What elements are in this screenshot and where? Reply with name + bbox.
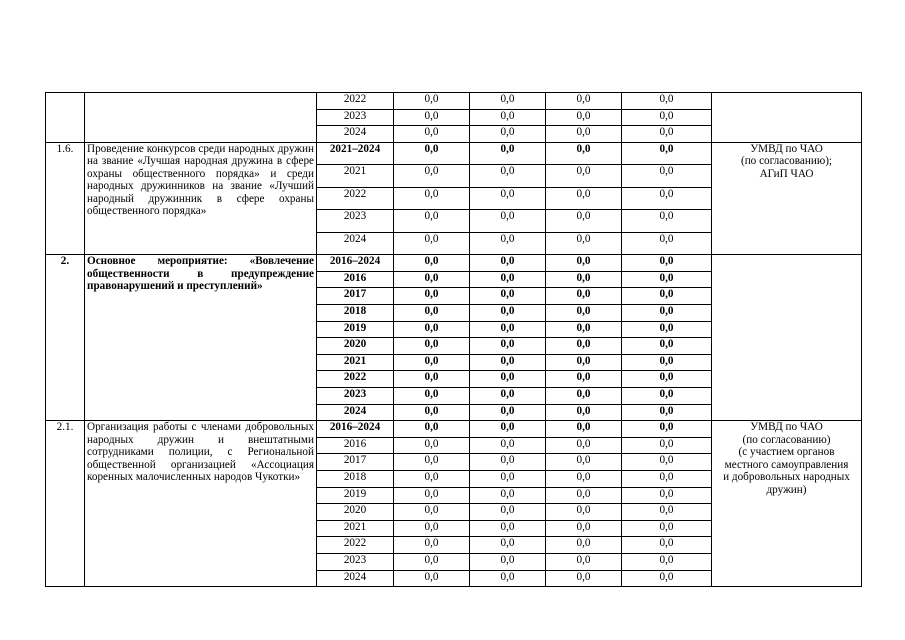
funding-value-cell: 0,0: [622, 504, 712, 521]
funding-value-cell: 0,0: [394, 338, 470, 355]
year-cell: 2024: [317, 232, 394, 255]
year-cell: 2018: [317, 305, 394, 322]
program-activities-table: [45, 92, 862, 587]
activity-name-cell: Проведение конкурсов среди народных дружин на звание «Лучшая народная дружина в сфере охраны общественного порядка» и среди народных дружинников на звание «Лучший народный дружинник в сфере охраны общественного порядка»: [85, 142, 317, 255]
funding-value-cell: 0,0: [622, 142, 712, 165]
funding-value-cell: 0,0: [470, 165, 546, 188]
funding-value-cell: 0,0: [622, 570, 712, 587]
responsible-line: дружин): [766, 483, 807, 496]
funding-value-cell: 0,0: [546, 553, 622, 570]
funding-value-cell: 0,0: [622, 371, 712, 388]
funding-value-cell: 0,0: [470, 142, 546, 165]
funding-value-cell: 0,0: [546, 504, 622, 521]
year-cell: 2021: [317, 354, 394, 371]
funding-value-cell: 0,0: [546, 109, 622, 126]
activity-name-cell: Основное мероприятие: «Вовлечение общественности в предупреждение правонарушений и преступлений»: [85, 255, 317, 421]
funding-value-cell: 0,0: [470, 388, 546, 405]
funding-value-cell: 0,0: [394, 93, 470, 110]
funding-value-cell: 0,0: [394, 271, 470, 288]
funding-value-cell: 0,0: [470, 354, 546, 371]
funding-value-cell: 0,0: [394, 142, 470, 165]
funding-value-cell: 0,0: [546, 487, 622, 504]
funding-value-cell: 0,0: [394, 471, 470, 488]
year-cell: 2022: [317, 93, 394, 110]
funding-value-cell: 0,0: [546, 232, 622, 255]
funding-value-cell: 0,0: [470, 487, 546, 504]
funding-value-cell: 0,0: [546, 142, 622, 165]
year-cell: 2021: [317, 520, 394, 537]
year-cell: 2021: [317, 165, 394, 188]
funding-value-cell: 0,0: [470, 404, 546, 421]
funding-value-cell: 0,0: [546, 210, 622, 233]
year-cell: 2016: [317, 271, 394, 288]
responsible-line: местного самоуправления: [724, 458, 849, 471]
responsible-line: и добровольных народных: [723, 471, 850, 484]
funding-value-cell: 0,0: [546, 537, 622, 554]
year-cell: 2018: [317, 471, 394, 488]
funding-value-cell: 0,0: [394, 520, 470, 537]
funding-value-cell: 0,0: [394, 305, 470, 322]
year-cell: 2024: [317, 404, 394, 421]
table-body: [46, 93, 862, 587]
funding-value-cell: 0,0: [394, 165, 470, 188]
year-cell: 2016–2024: [317, 255, 394, 272]
funding-value-cell: 0,0: [394, 504, 470, 521]
funding-value-cell: 0,0: [546, 305, 622, 322]
funding-value-cell: 0,0: [394, 421, 470, 438]
funding-value-cell: 0,0: [394, 354, 470, 371]
funding-value-cell: 0,0: [546, 187, 622, 210]
funding-value-cell: 0,0: [470, 520, 546, 537]
funding-value-cell: 0,0: [622, 437, 712, 454]
item-number-cell: 2.: [46, 255, 85, 421]
funding-value-cell: 0,0: [622, 553, 712, 570]
responsible-line: АГиП ЧАО: [759, 167, 814, 180]
funding-value-cell: 0,0: [394, 570, 470, 587]
year-cell: 2022: [317, 537, 394, 554]
funding-value-cell: 0,0: [622, 338, 712, 355]
funding-value-cell: 0,0: [470, 93, 546, 110]
activity-name-cell: Организация работы с членами добровольных народных дружин и внештатными сотрудниками полиции, с Региональной общественной организацией «Ассоциация коренных малочисленных народов Чукотки»: [85, 421, 317, 587]
funding-value-cell: 0,0: [470, 437, 546, 454]
responsible-executor-cell: [712, 421, 862, 587]
funding-value-cell: 0,0: [394, 126, 470, 143]
funding-value-cell: 0,0: [622, 471, 712, 488]
funding-value-cell: 0,0: [546, 520, 622, 537]
funding-value-cell: 0,0: [470, 371, 546, 388]
table-row: [46, 421, 862, 438]
funding-value-cell: 0,0: [470, 255, 546, 272]
funding-value-cell: 0,0: [546, 421, 622, 438]
funding-value-cell: 0,0: [546, 371, 622, 388]
funding-value-cell: 0,0: [622, 520, 712, 537]
funding-value-cell: 0,0: [394, 437, 470, 454]
year-cell: 2023: [317, 553, 394, 570]
funding-value-cell: 0,0: [622, 288, 712, 305]
responsible-line: (с участием органов: [738, 446, 835, 459]
funding-value-cell: 0,0: [394, 553, 470, 570]
funding-value-cell: 0,0: [546, 570, 622, 587]
responsible-executor-cell: [712, 93, 862, 143]
year-cell: 2019: [317, 321, 394, 338]
funding-value-cell: 0,0: [394, 454, 470, 471]
funding-value-cell: 0,0: [622, 187, 712, 210]
year-cell: 2023: [317, 388, 394, 405]
year-cell: 2017: [317, 454, 394, 471]
funding-value-cell: 0,0: [546, 255, 622, 272]
funding-value-cell: 0,0: [470, 338, 546, 355]
activity-name-cell: [85, 93, 317, 143]
funding-value-cell: 0,0: [470, 210, 546, 233]
year-cell: 2023: [317, 210, 394, 233]
funding-value-cell: 0,0: [470, 537, 546, 554]
funding-value-cell: 0,0: [622, 354, 712, 371]
funding-value-cell: 0,0: [622, 321, 712, 338]
table-row: [46, 93, 862, 110]
table-row: [46, 142, 862, 165]
year-cell: 2019: [317, 487, 394, 504]
funding-value-cell: 0,0: [622, 454, 712, 471]
year-cell: 2016–2024: [317, 421, 394, 438]
year-cell: 2023: [317, 109, 394, 126]
funding-value-cell: 0,0: [394, 109, 470, 126]
funding-value-cell: 0,0: [470, 504, 546, 521]
funding-value-cell: 0,0: [394, 210, 470, 233]
item-number-cell: [46, 93, 85, 143]
funding-value-cell: 0,0: [546, 93, 622, 110]
year-cell: 2020: [317, 504, 394, 521]
funding-value-cell: 0,0: [394, 232, 470, 255]
funding-value-cell: 0,0: [470, 271, 546, 288]
funding-value-cell: 0,0: [546, 354, 622, 371]
funding-value-cell: 0,0: [622, 126, 712, 143]
funding-value-cell: 0,0: [622, 404, 712, 421]
year-cell: 2024: [317, 126, 394, 143]
funding-value-cell: 0,0: [546, 321, 622, 338]
funding-value-cell: 0,0: [546, 165, 622, 188]
funding-value-cell: 0,0: [470, 454, 546, 471]
funding-value-cell: 0,0: [470, 570, 546, 587]
funding-value-cell: 0,0: [470, 471, 546, 488]
year-cell: 2022: [317, 187, 394, 210]
funding-value-cell: 0,0: [470, 232, 546, 255]
funding-value-cell: 0,0: [394, 371, 470, 388]
funding-value-cell: 0,0: [546, 388, 622, 405]
funding-value-cell: 0,0: [470, 109, 546, 126]
item-number-cell: 1.6.: [46, 142, 85, 255]
funding-value-cell: 0,0: [546, 288, 622, 305]
responsible-line: УМВД по ЧАО: [750, 142, 823, 155]
funding-value-cell: 0,0: [622, 305, 712, 322]
table-row: [46, 255, 862, 272]
funding-value-cell: 0,0: [622, 255, 712, 272]
funding-value-cell: 0,0: [394, 187, 470, 210]
responsible-line: (по согласованию);: [740, 155, 833, 168]
year-cell: 2020: [317, 338, 394, 355]
funding-value-cell: 0,0: [622, 210, 712, 233]
responsible-executor-cell: [712, 255, 862, 421]
funding-value-cell: 0,0: [394, 404, 470, 421]
funding-value-cell: 0,0: [622, 421, 712, 438]
responsible-line: (по согласованию): [742, 433, 831, 446]
funding-value-cell: 0,0: [470, 321, 546, 338]
year-cell: 2022: [317, 371, 394, 388]
funding-value-cell: 0,0: [546, 471, 622, 488]
funding-value-cell: 0,0: [394, 537, 470, 554]
funding-value-cell: 0,0: [546, 338, 622, 355]
funding-value-cell: 0,0: [546, 454, 622, 471]
funding-value-cell: 0,0: [394, 321, 470, 338]
funding-value-cell: 0,0: [394, 487, 470, 504]
funding-value-cell: 0,0: [622, 388, 712, 405]
year-cell: 2021–2024: [317, 142, 394, 165]
funding-value-cell: 0,0: [622, 165, 712, 188]
funding-value-cell: 0,0: [470, 126, 546, 143]
funding-value-cell: 0,0: [546, 126, 622, 143]
year-cell: 2024: [317, 570, 394, 587]
item-number-cell: 2.1.: [46, 421, 85, 587]
funding-value-cell: 0,0: [546, 271, 622, 288]
funding-value-cell: 0,0: [394, 388, 470, 405]
funding-value-cell: 0,0: [470, 421, 546, 438]
funding-value-cell: 0,0: [622, 537, 712, 554]
funding-value-cell: 0,0: [394, 255, 470, 272]
responsible-executor-cell: [712, 142, 862, 255]
funding-value-cell: 0,0: [622, 109, 712, 126]
year-cell: 2017: [317, 288, 394, 305]
funding-value-cell: 0,0: [470, 288, 546, 305]
responsible-line: УМВД по ЧАО: [750, 421, 823, 434]
funding-value-cell: 0,0: [470, 553, 546, 570]
funding-value-cell: 0,0: [622, 487, 712, 504]
funding-value-cell: 0,0: [394, 288, 470, 305]
funding-value-cell: 0,0: [622, 271, 712, 288]
year-cell: 2016: [317, 437, 394, 454]
funding-value-cell: 0,0: [470, 187, 546, 210]
funding-value-cell: 0,0: [546, 437, 622, 454]
funding-value-cell: 0,0: [622, 232, 712, 255]
funding-value-cell: 0,0: [470, 305, 546, 322]
funding-value-cell: 0,0: [546, 404, 622, 421]
funding-value-cell: 0,0: [622, 93, 712, 110]
